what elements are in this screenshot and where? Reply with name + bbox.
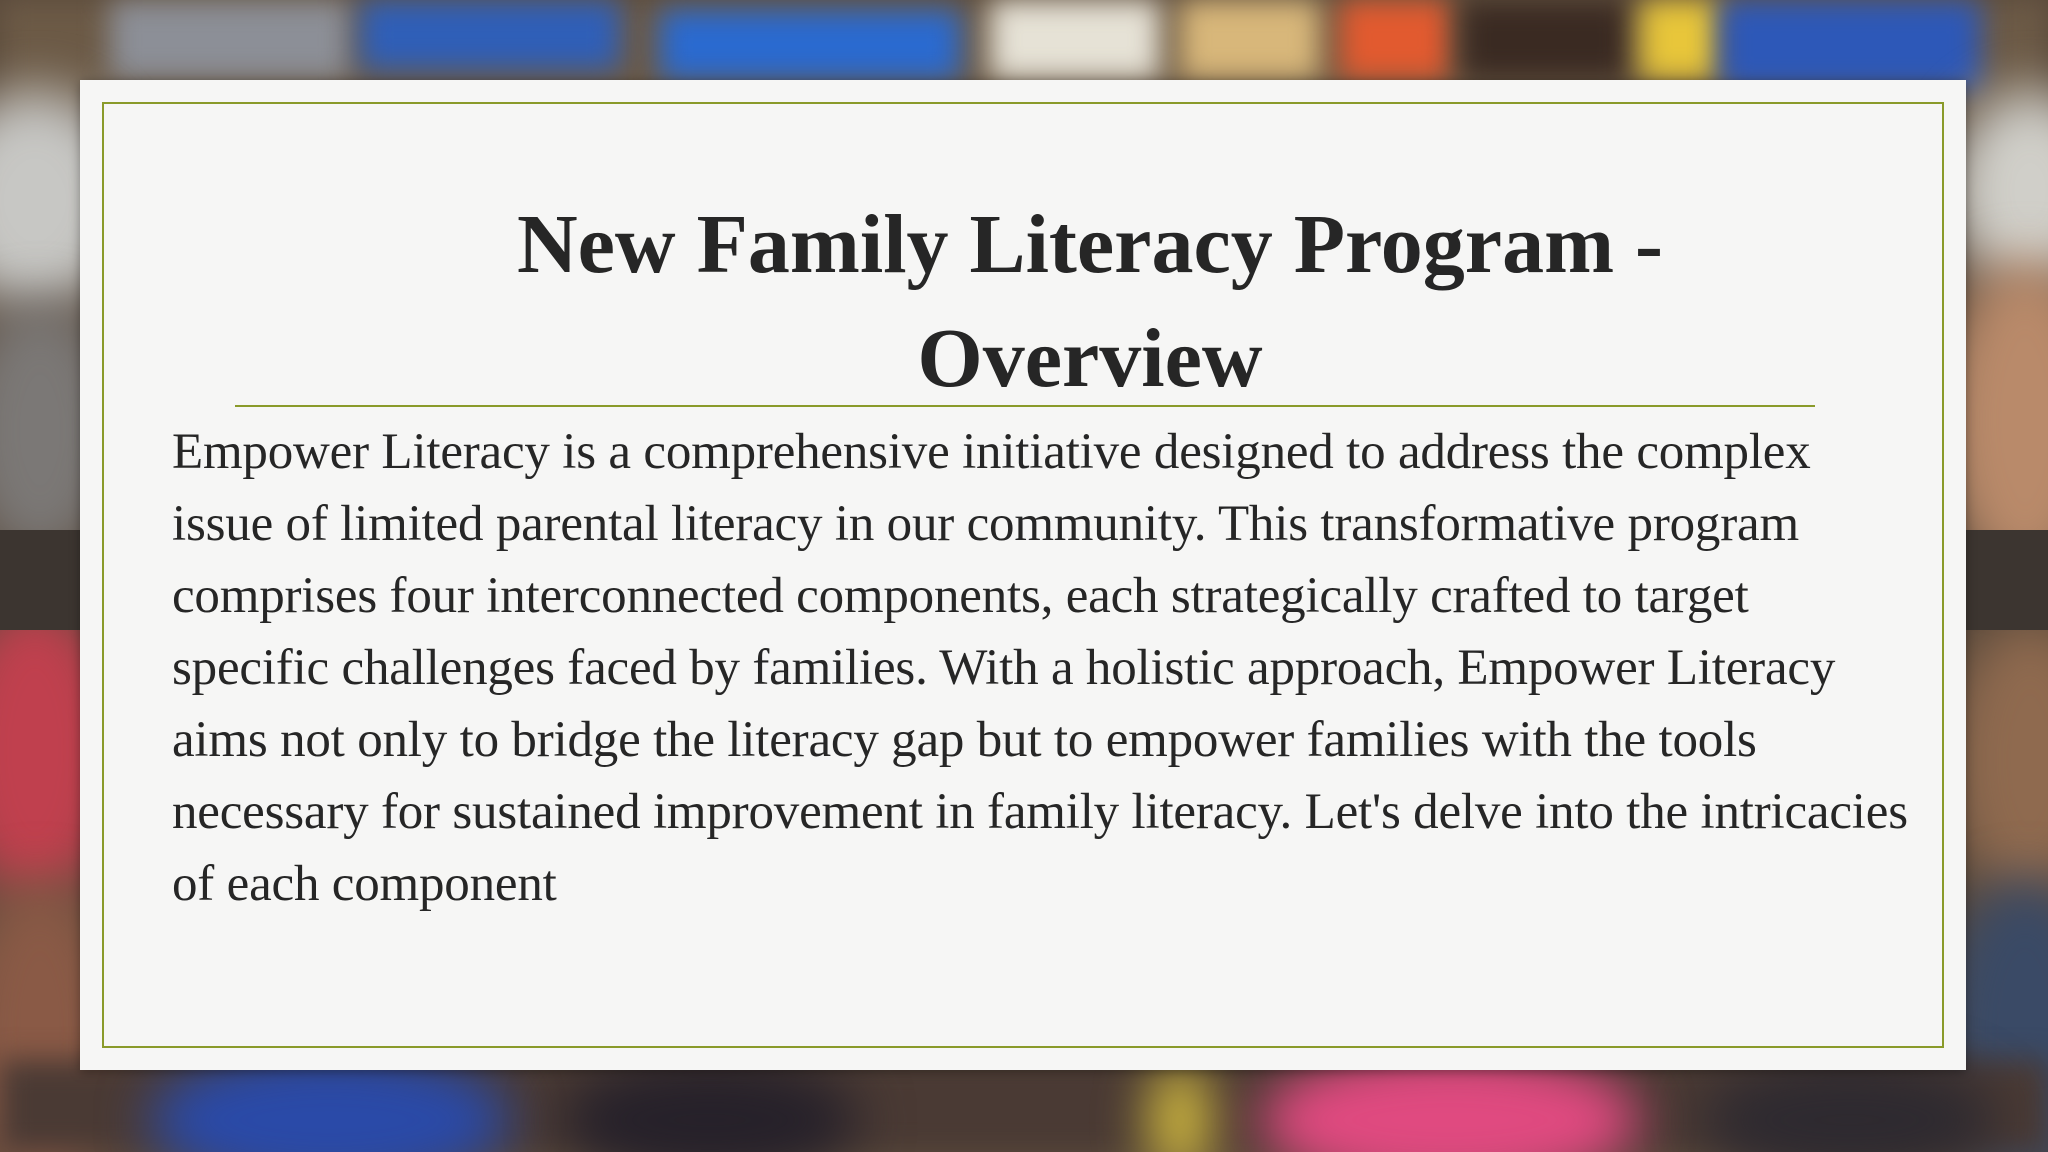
slide-body-text: Empower Literacy is a comprehensive initiative designed to address the complex issue of limited parental literacy in our community. This transformative program comprises four interconnected components, each strategically crafted to target specific challenges faced by families. With a holistic approach, Empower Literacy aims not only to bridge the literacy gap but to empower families with the tools necessary for sustained improvement in family literacy. Let's delve into the intricacies of each component — [172, 424, 1908, 912]
title-divider — [235, 405, 1815, 407]
slide-card — [80, 80, 1966, 1070]
slide-title: New Family Literacy Program - Overview — [516, 198, 1664, 405]
